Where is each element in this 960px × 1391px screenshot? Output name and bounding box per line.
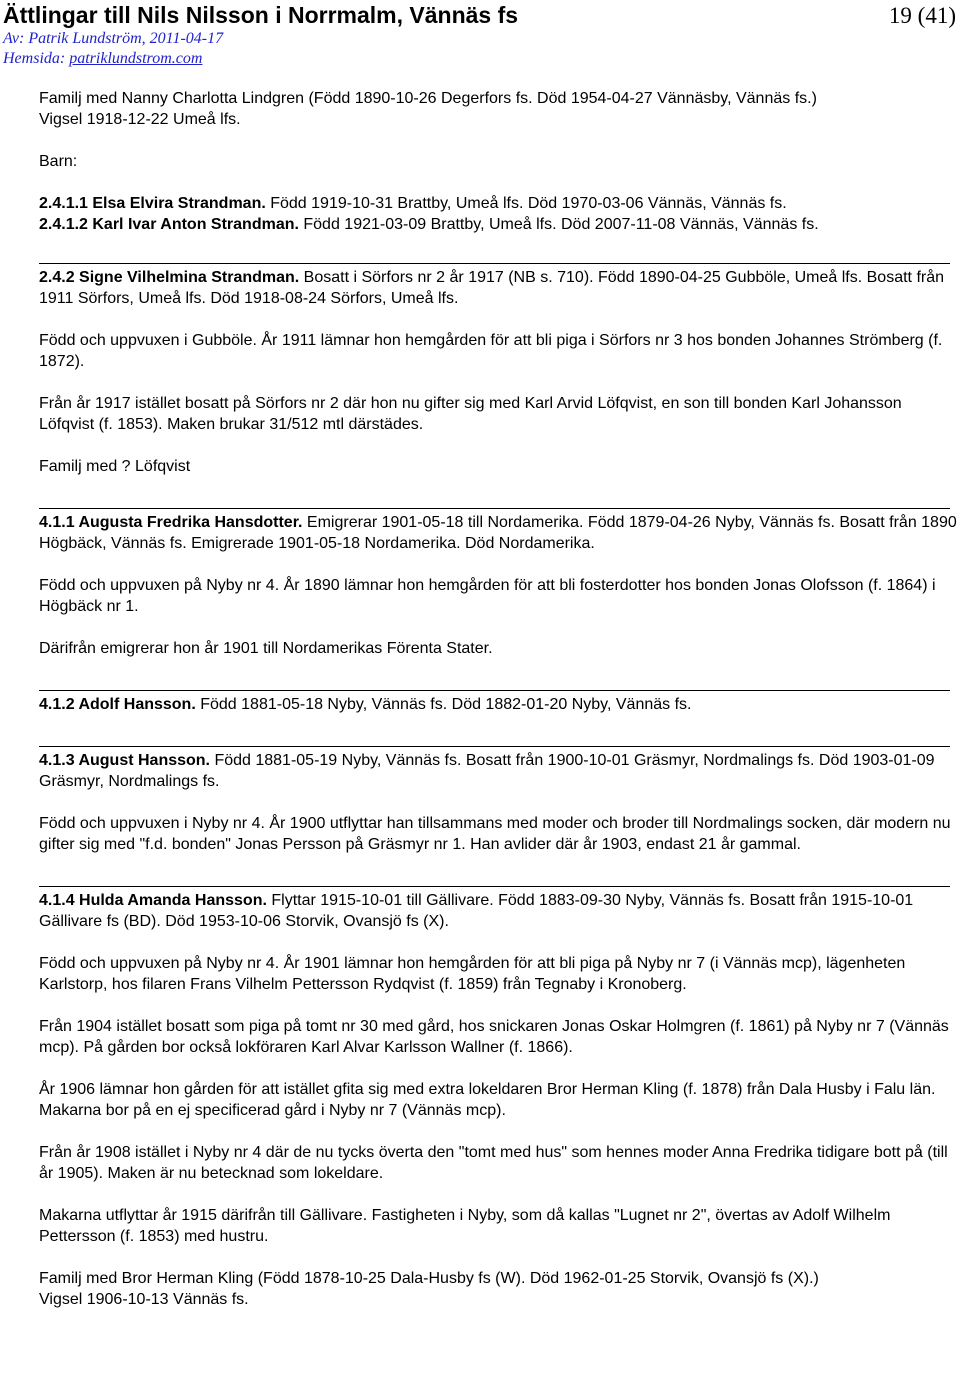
child-details: Född 1919-10-31 Brattby, Umeå lfs. Död 1970-03-06 Vännäs, Vännäs fs. [265,195,787,212]
entry-paragraph: Därifrån emigrerar hon år 1901 till Nordamerikas Förenta Stater. [39,640,493,657]
child-item [39,214,959,235]
entry-facts: Emigrerar 1901-05-18 till Nordamerika. Född 1879-04-26 Nyby, Vännäs fs. Bosatt från 1890 Högbäck, Vännäs fs. Emigrerade 1901-05-18 Nordamerika. Död Nordamerika. [39,514,957,552]
entry-facts: Bosatt i Sörfors nr 2 år 1917 (NB s. 710). Född 1890-04-25 Gubböle, Umeå lfs. Bosatt från 1911 Sörfors, Umeå lfs. Död 1918-08-24 Sörfors, Umeå lfs. [39,269,945,307]
entry-2-4-2 [39,264,959,477]
family-block [39,88,959,235]
wedding-line: Vigsel 1918-12-22 Umeå lfs. [39,111,241,128]
page-number: 19 (41) [888,3,956,28]
entry-heading [39,694,959,715]
entry-name: 4.1.1 Augusta Fredrika Hansdotter. [39,514,303,531]
entry-paragraph: Från år 1917 istället bosatt på Sörfors nr 2 där hon nu gifter sig med Karl Arvid Löfqvist, en son till bonden Karl Johansson Löfqvist (f. 1853). Maken brukar 31/512 mtl därstädes. [39,395,902,433]
wedding-line: Vigsel 1906-10-13 Vännäs fs. [39,1291,249,1308]
entry-paragraph: Familj med Bror Herman Kling (Född 1878-10-25 Dala-Husby fs (W). Död 1962-01-25 Storvik, Ovansjö fs (X).) [39,1270,819,1287]
child-name: 2.4.1.2 Karl Ivar Anton Strandman. [39,216,299,233]
entry-heading [39,750,959,792]
entry-name: 4.1.4 Hulda Amanda Hansson. [39,892,267,909]
entry-paragraph: Född och uppvuxen på Nyby nr 4. År 1890 lämnar hon hemgården för att bli fosterdotter hos bonden Jonas Olofsson (f. 1864) i Högbäck nr 1. [39,577,936,615]
entry-4-1-1 [39,509,959,659]
entry-4-1-3 [39,747,959,855]
children-label: Barn: [39,153,78,170]
entry-paragraph: Född och uppvuxen i Gubböle. År 1911 lämnar hon hemgården för att bli piga i Sörfors nr 3 hos bonden Johannes Strömberg (f. 1872). [39,332,943,370]
homepage-label: Hemsida: [3,50,70,67]
entry-facts: Född 1881-05-19 Nyby, Vännäs fs. Bosatt från 1900-10-01 Gräsmyr, Nordmalings fs. Död 1903-01-09 Gräsmyr, Nordmalings fs. [39,752,935,790]
entry-heading [39,890,959,932]
homepage-link[interactable]: patriklundstrom.com [69,50,203,67]
entry-name: 2.4.2 Signe Vilhelmina Strandman. [39,269,300,286]
entry-4-1-4 [39,887,959,1310]
child-name: 2.4.1.1 Elsa Elvira Strandman. [39,195,266,212]
child-item [39,193,959,214]
entry-paragraph: Från 1904 istället bosatt som piga på tomt nr 30 med gård, hos snickaren Jonas Oskar Holmgren (f. 1861) på Nyby nr 7 (Vännäs mcp). På gården bor också lokföraren Karl Alvar Karlsson Wallner (f. 1866). [39,1018,949,1056]
entry-heading [39,267,959,309]
entry-paragraph: Familj med ? Löfqvist [39,458,191,475]
entry-paragraph: Från år 1908 istället i Nyby nr 4 där de nu tycks överta den "tomt med hus" som hennes moder Anna Fredrika tidigare bott på (till år 1905). Maken är nu betecknad som lokeldare. [39,1144,948,1182]
entry-facts: Flyttar 1915-10-01 till Gällivare. Född 1883-09-30 Nyby, Vännäs fs. Bosatt från 1915-10-01 Gällivare fs (BD). Död 1953-10-06 Storvik, Ovansjö fs (X). [39,892,914,930]
entry-paragraph: Född och uppvuxen i Nyby nr 4. År 1900 utflyttar han tillsammans med moder och broder till Nordmalings socken, där modern nu gifter sig med "f.d. bonden" Jonas Persson på Gräsmyr nr 1. Han avlider där år 1903, endast 21 år gammal. [39,815,951,853]
family-line: Familj med Nanny Charlotta Lindgren (Född 1890-10-26 Degerfors fs. Död 1954-04-27 Vännäsby, Vännäs fs.) [39,90,817,107]
entry-name: 4.1.3 August Hansson. [39,752,210,769]
entry-paragraph: Född och uppvuxen på Nyby nr 4. År 1901 lämnar hon hemgården för att bli piga på Nyby nr 7 (i Vännäs mcp), lägenheten Karlstorp, hos filaren Frans Vilhelm Pettersson Rydqvist (f. 1859) från Tegnaby i Kronoberg. [39,955,906,993]
entry-heading [39,512,959,554]
document-title: Ättlingar till Nils Nilsson i Norrmalm, Vännäs fs [3,2,519,28]
child-details: Född 1921-03-09 Brattby, Umeå lfs. Död 2007-11-08 Vännäs, Vännäs fs. [298,216,819,233]
children-list [39,193,959,235]
entry-name: 4.1.2 Adolf Hansson. [39,696,196,713]
entry-facts: Född 1881-05-18 Nyby, Vännäs fs. Död 1882-01-20 Nyby, Vännäs fs. [195,696,692,713]
author-line: Av: Patrik Lundström, 2011-04-17 [3,30,224,47]
entry-4-1-2 [39,691,959,715]
homepage-line [3,49,202,68]
document-body [39,88,959,1310]
entry-paragraph: År 1906 lämnar hon gården för att istället gfita sig med extra lokeldaren Bror Herman Kling (f. 1878) från Dala Husby i Falu län. Makarna bor på en ej specificerad gård i Nyby nr 7 (Vännäs mcp). [39,1081,936,1119]
entry-paragraph: Makarna utflyttar år 1915 därifrån till Gällivare. Fastigheten i Nyby, som då kallas "Lugnet nr 2", övertas av Adolf Wilhelm Pettersson (f. 1853) med hustru. [39,1207,891,1245]
